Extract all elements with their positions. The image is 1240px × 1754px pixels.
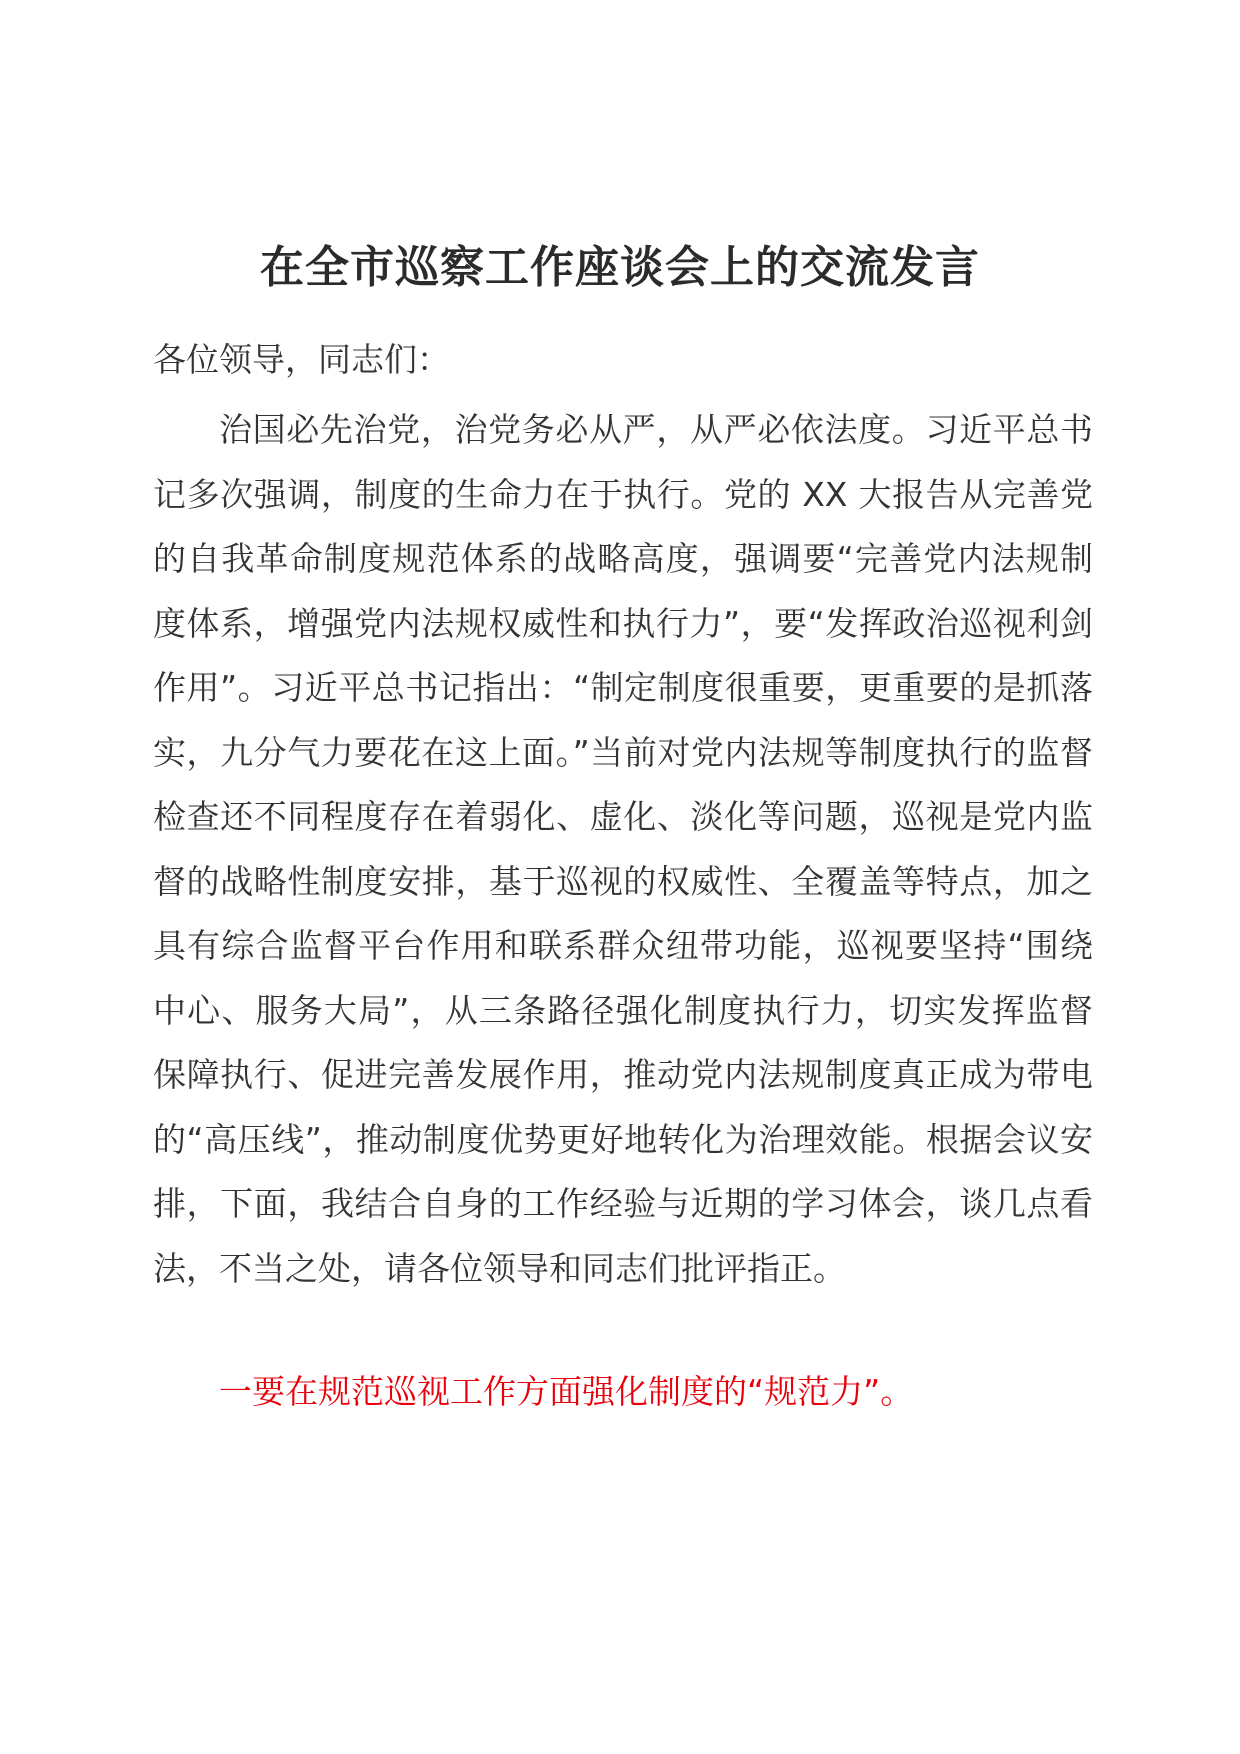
- body-paragraph: 治国必先治党，治党务必从严，从严必依法度。习近平总书记多次强调，制度的生命力在于执行。党的 XX 大报告从完善党的自我革命制度规范体系的战略高度，强调要“完善党内法规制度体系，增强党内法规权威性和执行力”，要“发挥政治巡视利剑作用”。习近平总书记指出：“制定制度很重要，更重要的是抓落实，九分气力要花在这上面。”当前对党内法规等制度执行的监督检查还不同程度存在着弱化、虚化、淡化等问题，巡视是党内监督的战略性制度安排，基于巡视的权威性、全覆盖等特点，加之具有综合监督平台作用和联系群众纽带功能，巡视要坚持“围绕中心、服务大局”，从三条路径强化制度执行力，切实发挥监督保障执行、促进完善发展作用，推动党内法规制度真正成为带电的“高压线”，推动制度优势更好地转化为治理效能。根据会议安排，下面，我结合自身的工作经验与近期的学习体会，谈几点看法，不当之处，请各位领导和同志们批评指正。: [153, 410, 1093, 1288]
- salutation: 各位领导，同志们：: [153, 340, 450, 379]
- document-title: 在全市巡察工作座谈会上的交流发言: [260, 242, 980, 293]
- section-heading: 一要在规范巡视工作方面强化制度的“规范力”。: [219, 1372, 914, 1411]
